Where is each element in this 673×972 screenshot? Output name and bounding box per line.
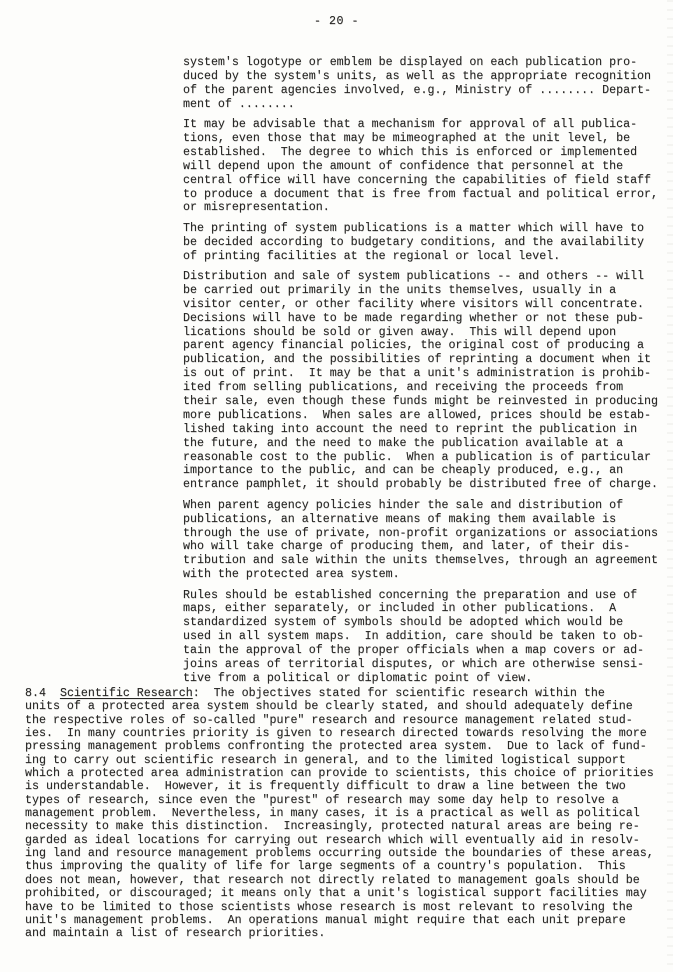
text-line: It may be advisable that a mechanism for approval of all publica-: [183, 118, 638, 132]
text-line: reasonable cost to the public. When a publication is of particular: [183, 450, 652, 464]
text-line: types of research, since even the "purest" of research may some day help to resolve a: [25, 793, 619, 807]
text-line: joins areas of territorial disputes, or which are otherwise sensi-: [183, 658, 645, 672]
text-line: system's logotype or emblem be displayed on each publication pro-: [183, 56, 638, 69]
text-line: publication, and the possibilities of reprinting a document when it: [183, 353, 652, 367]
text-line: be decided according to budgetary conditions, and the availability: [183, 235, 645, 249]
text-line: which a protected area administration can provide to scientists, this choice of priorities: [25, 767, 654, 781]
text-line: lications should be sold or given away. This will depend upon: [183, 325, 617, 339]
text-line: prohibited, or discouraged; it means only that a unit's logistical support facilities may: [25, 887, 647, 901]
paragraph: [183, 56, 669, 112]
text-line: central office will have concerning the capabilities of field staff: [183, 173, 652, 187]
text-line: parent agency financial policies, the original cost of producing a: [183, 339, 645, 353]
text-line: with the protected area system.: [183, 568, 400, 582]
text-line: Rules should be established concerning the preparation and use of: [183, 588, 638, 602]
text-line: is understandable. However, it is frequently difficult to draw a line between the two: [25, 780, 626, 794]
section-heading-line: 8.4 Scientific Research: The objectives stated for scientific research within the: [25, 687, 605, 700]
text-line: the respective roles of so-called "pure" research and resource management related stud-: [25, 713, 633, 727]
text-line: duced by the system's units, as well as the appropriate recognition: [183, 69, 652, 83]
text-line: the future, and the need to make the publication available at a: [183, 436, 624, 450]
text-line: Decisions will have to be made regarding whether or not these pub-: [183, 311, 645, 325]
text-line: entrance pamphlet, it should probably be distributed free of charge.: [183, 478, 659, 492]
text-line: standardized system of symbols should be adopted which would be: [183, 616, 624, 630]
text-line: used in all system maps. In addition, care should be taken to ob-: [183, 630, 645, 644]
text-line: ing to carry out scientific research in general, and to the limited logistical support: [25, 753, 626, 767]
section-number: 8.4: [25, 687, 46, 700]
section-title: Scientific Research: [59, 687, 193, 700]
text-line: ing land and resource management problems occurring outside the boundaries of these areas,: [25, 847, 654, 861]
text-line: unit's management problems. An operations manual might require that each unit prepare: [25, 913, 626, 927]
text-line: management problem. Nevertheless, in many cases, it is a practical as well as political: [25, 807, 640, 821]
text-line: garded as ideal locations for carrying out research which will eventually aid in resolv-: [25, 833, 640, 847]
text-line: does not mean, however, that research not directly related to management goals should be: [25, 873, 640, 887]
paragraph: [183, 118, 669, 215]
text-line: or misrepresentation.: [183, 201, 330, 215]
text-line: ment of ........: [183, 97, 295, 111]
text-line: through the use of private, non-profit organizations or associations: [183, 526, 659, 540]
paragraph: [183, 270, 669, 492]
text-line: to produce a document that is free from factual and political error,: [183, 187, 659, 201]
text-line: pressing management problems confronting the protected area system. Due to lack of fund-: [25, 740, 647, 754]
text-line: tain the approval of the proper officials when a map covers or ad-: [183, 644, 645, 658]
text-line: tive from a political or diplomatic point of view.: [183, 671, 533, 685]
page-number: - 20 -: [314, 15, 359, 28]
text-line: lished taking into account the need to reprint the publication in: [183, 422, 638, 436]
text-line: Distribution and sale of system publications -- and others -- will: [183, 269, 645, 283]
text-line: will depend upon the amount of confidence that personnel at the: [183, 159, 624, 173]
text-line: their sale, even though these funds might be reinvested in producing: [183, 394, 659, 408]
text-line: publications, an alternative means of making them available is: [183, 512, 617, 526]
text-line: visitor center, or other facility where visitors will concentrate.: [183, 297, 645, 311]
text-line: tions, even those that may be mimeographed at the unit level, be: [183, 131, 631, 145]
text-line: units of a protected area system should be clearly stated, and should adequately define: [25, 700, 633, 714]
text-line: maps, either separately, or included in other publications. A: [183, 602, 617, 616]
text-line: of printing facilities at the regional or local level.: [183, 249, 561, 263]
text-line: more publications. When sales are allowed, prices should be estab-: [183, 408, 652, 422]
text-line: ies. In many countries priority is given to research directed towards resolving the more: [25, 727, 647, 741]
text-line: thus improving the quality of life for large segments of a country's population. This: [25, 860, 626, 874]
text-line: importance to the public, and can be cheaply produced, e.g., an: [183, 464, 624, 478]
text-line: who will take charge of producing them, and later, of their dis-: [183, 540, 631, 554]
text-line: be carried out primarily in the units themselves, usually in a: [183, 283, 617, 297]
text-line: established. The degree to which this is enforced or implemented: [183, 145, 638, 159]
text-line: have to be limited to those scientists whose research is most relevant to resolving the: [25, 900, 633, 914]
section-8-4: [25, 687, 670, 941]
section-body-lines: [25, 700, 670, 940]
section-heading-text: The objectives stated for scientific research within the: [213, 687, 605, 700]
paragraph: [183, 589, 669, 686]
text-line: necessity to make this distinction. Increasingly, protected natural areas are being re-: [25, 820, 640, 834]
paragraph: [183, 222, 669, 264]
text-line: is out of print. It may be that a unit's administration is prohib-: [183, 367, 652, 381]
text-line: ited from selling publications, and receiving the proceeds from: [183, 381, 624, 395]
body-paragraphs: [183, 56, 669, 692]
text-line: of the parent agencies involved, e.g., Ministry of ........ Depart-: [183, 83, 652, 97]
paragraph: [183, 499, 669, 582]
text-line: The printing of system publications is a matter which will have to: [183, 221, 645, 235]
text-line: When parent agency policies hinder the sale and distribution of: [183, 498, 624, 512]
text-line: and maintain a list of research priorities.: [25, 927, 326, 941]
text-line: tribution and sale within the units themselves, through an agreement: [183, 554, 659, 568]
